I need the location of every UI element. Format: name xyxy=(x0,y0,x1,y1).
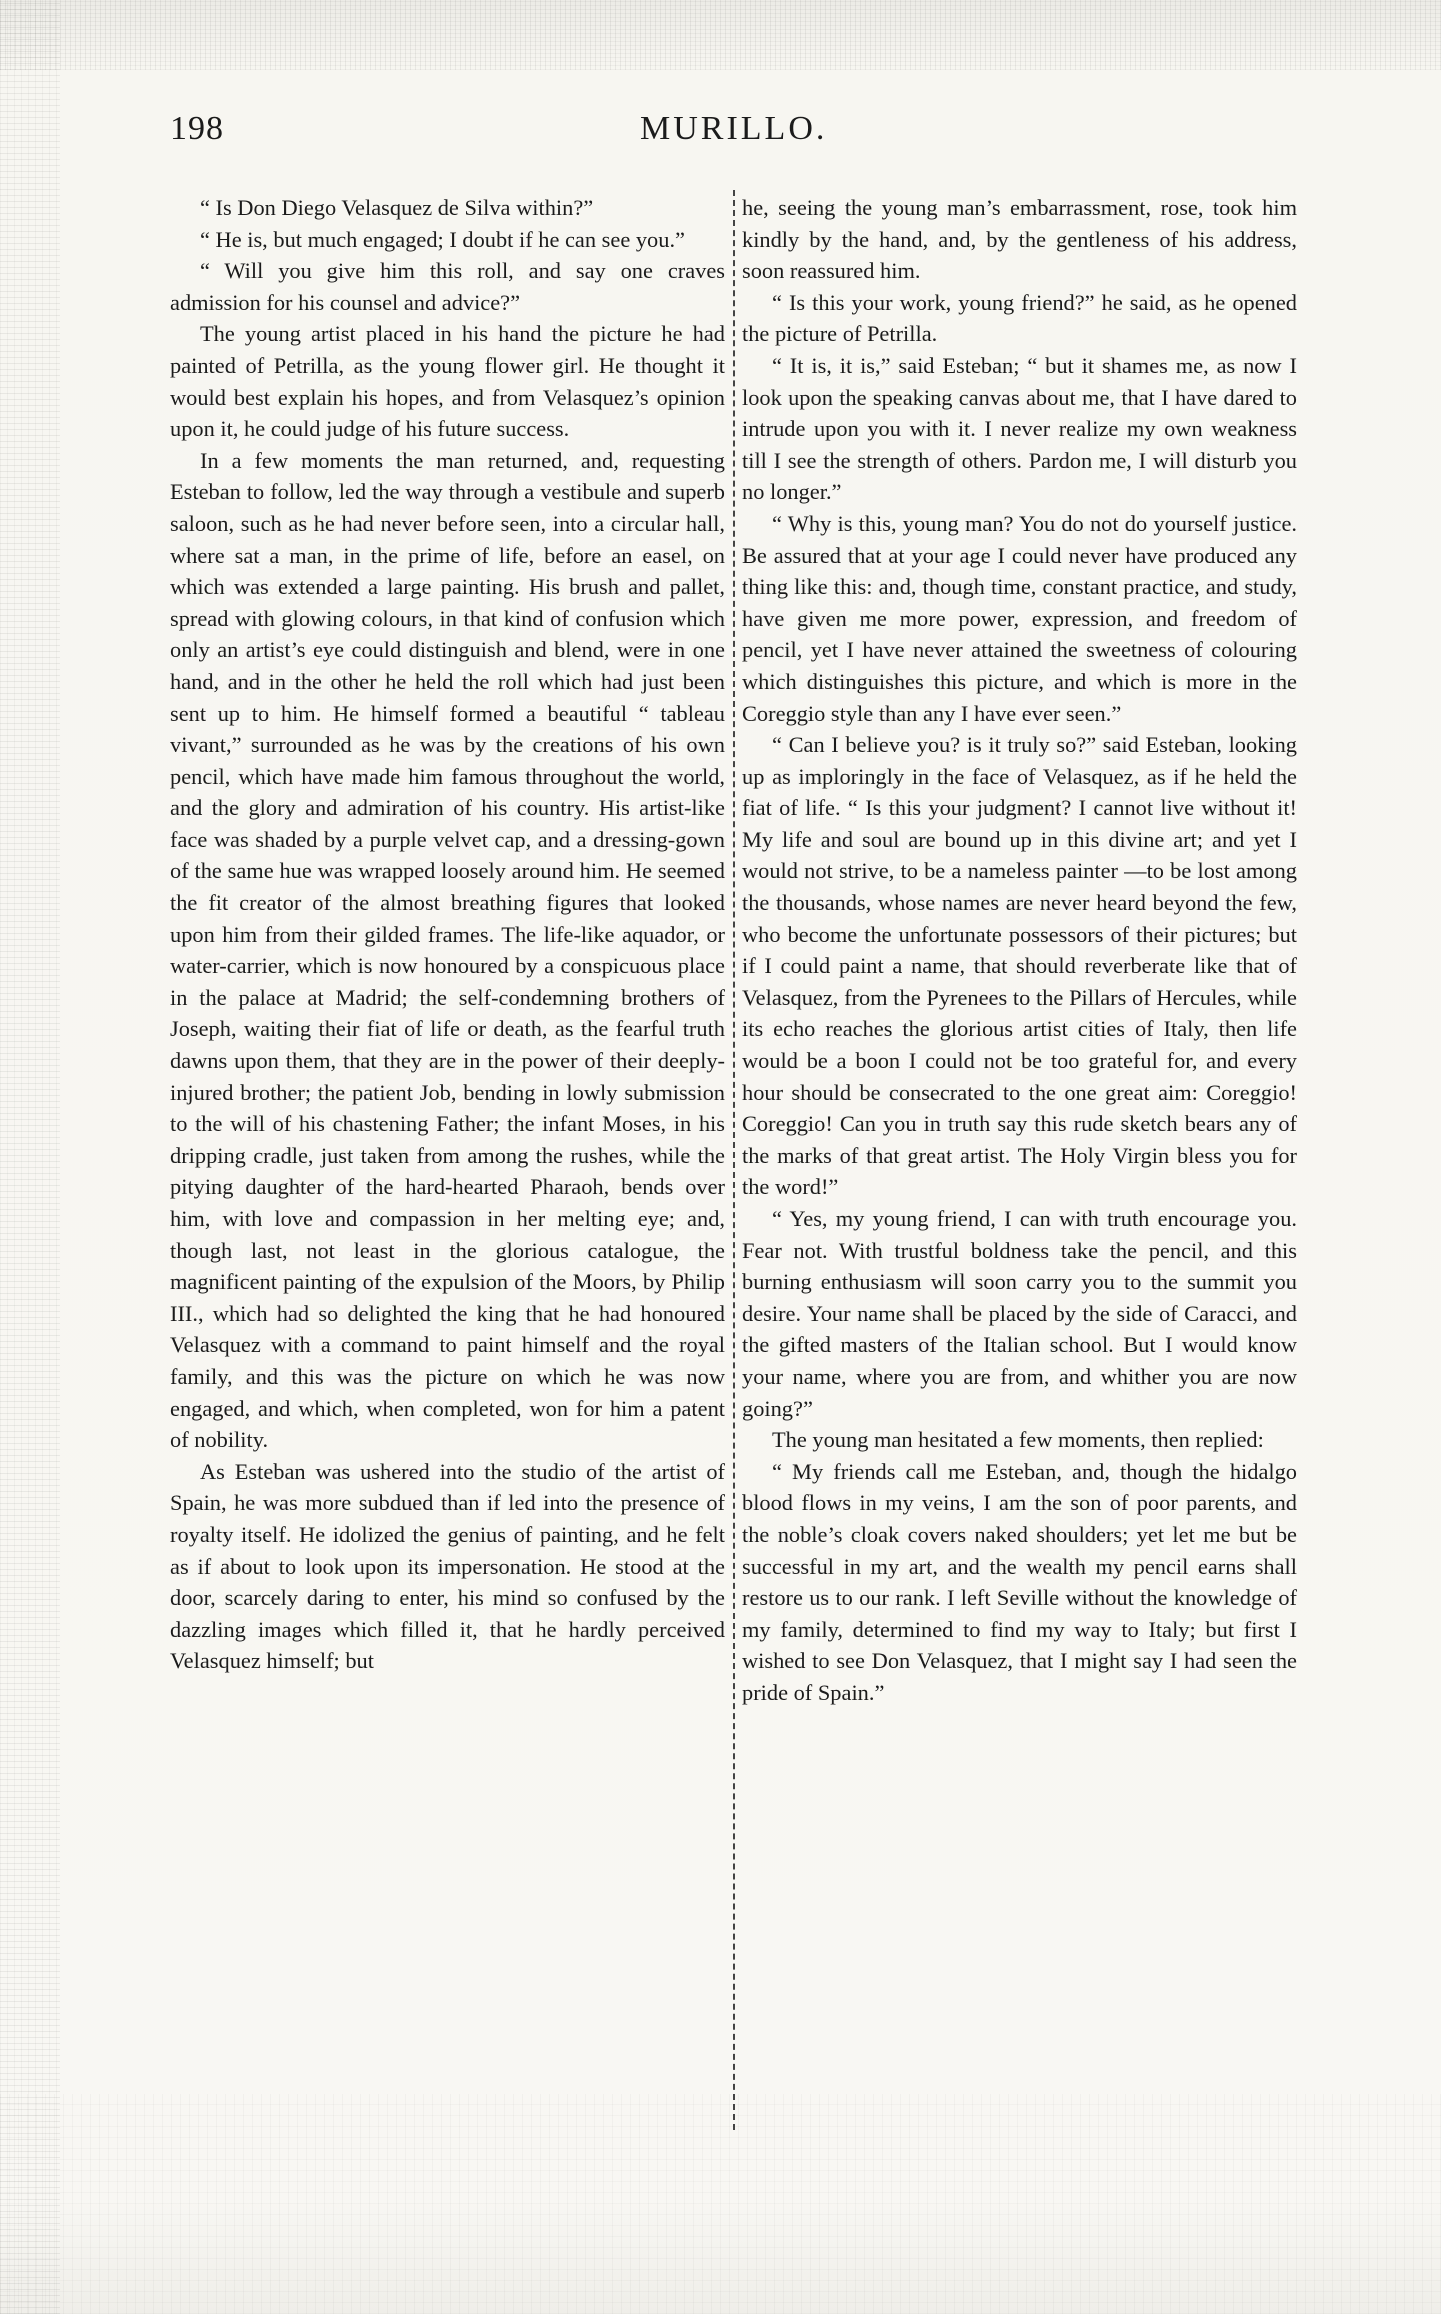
paragraph: “ Is Don Diego Velasquez de Silva within?” xyxy=(200,195,594,220)
paragraph: In a few moments the man returned, and, requesting Esteban to follow, led the way through a vestibule and superb saloon, such as he had never before seen, into a circular hall, where sat a man, in the prime of life, before an easel, on which was extended a large painting. His brush and pallet, spread with glowing colours, in that kind of confusion which only an artist’s eye could distinguish and blend, were in one hand, and in the other he held the roll which had just been sent up to him. He himself formed a beautiful “ tableau vivant,” surrounded as he was by the creations of his own pencil, which have made him famous throughout the world, and the glory and admiration of his country. His artist-like face was shaded by a purple velvet cap, and a dressing-gown of the same hue was wrapped loosely around him. He seemed the fit creator of the almost breathing figures that looked upon him from their gilded frames. The life-like aquador, or water-carrier, which is now honoured by a conspicuous place in the palace at Madrid; the self-condemning brothers of Joseph, waiting their fiat of life or death, as the fearful truth dawns upon them, that they are in the power of their deeply-injured brother; the patient Job, bending in lowly submission to the will of his chastening Father; the infant Moses, in his dripping cradle, just taken from among the rushes, while the pitying daughter of the hard-hearted Pharaoh, bends over him, with love and compassion in her melting eye; and, though last, not least in the glorious catalogue, the magnificent painting of the expulsion of the Moors, by Philip III., which had so delighted the king that he had honoured Velasquez with a command to paint himself and the royal family, and this was the picture on which he was now engaged, and which, when completed, won for him a patent of nobility. xyxy=(170,447,725,1453)
paper-speckle-top xyxy=(0,0,1441,70)
left-column xyxy=(170,192,725,1677)
paragraph-continuation: he, seeing the young man’s embarrassment, rose, took him kindly by the hand, and, by the gentleness of his address, soon reassured him. xyxy=(742,195,1297,284)
paper-speckle-bottom xyxy=(0,2094,1441,2314)
column-divider xyxy=(733,190,735,2130)
right-column xyxy=(742,192,1297,1709)
paragraph: “ Will you give him this roll, and say one craves admission for his counsel and advice?” xyxy=(170,258,725,315)
paragraph: “ Can I believe you? is it truly so?” said Esteban, looking up as imploringly in the face of Velasquez, as if he held the fiat of life. “ Is this your judgment? I cannot live without it! My life and soul are bound up in this divine art; and yet I would not strive, to be a nameless painter —to be lost among the thousands, whose names are never heard beyond the few, who become the unfortunate possessors of their pictures; but if I could paint a name, that should reverberate like that of Velasquez, from the Pyrenees to the Pillars of Hercules, while its echo reaches the glorious artist cities of Italy, then life would be a boon I could not be too grateful for, and every hour should be consecrated to the one great aim: Coreggio! Coreggio! Can you in truth say this rude sketch bears any of the marks of that great artist. The Holy Virgin bless you for the word!” xyxy=(742,732,1297,1200)
paragraph: The young man hesitated a few moments, then replied: xyxy=(772,1427,1264,1453)
paragraph: “ Why is this, young man? You do not do yourself justice. Be assured that at your age I could never have produced any thing like this: and, though time, constant practice, and study, have given me more power, expression, and freedom of pencil, yet I have never attained the sweetness of colouring which distinguishes this picture, and which is more in the Coreggio style than any I have ever seen.” xyxy=(742,510,1297,726)
page-number: 198 xyxy=(170,110,224,147)
paragraph: As Esteban was ushered into the studio of the artist of Spain, he was more subdued than if led into the presence of royalty itself. He idolized the genius of painting, and he felt as if about to look upon its impersonation. He stood at the door, scarcely daring to enter, his mind so confused by the dazzling images which filled it, that he hardly perceived Velasquez himself; but xyxy=(170,1458,725,1674)
paragraph: “ It is, it is,” said Esteban; “ but it shames me, as now I look upon the speaking canvas about me, that I have dared to intrude upon you with it. I never realize my own weakness till I see the strength of others. Pardon me, I will disturb you no longer.” xyxy=(742,352,1297,505)
paper-speckle-left xyxy=(0,0,60,2314)
page-header xyxy=(170,110,1300,160)
paragraph: “ He is, but much engaged; I doubt if he can see you.” xyxy=(200,226,685,252)
paragraph: The young artist placed in his hand the picture he had painted of Petrilla, as the young flower girl. He thought it would best explain his hopes, and from Velasquez’s opinion upon it, he could judge of his future success. xyxy=(170,321,725,442)
running-title: MURILLO. xyxy=(640,110,828,147)
paragraph: “ My friends call me Esteban, and, though the hidalgo blood flows in my veins, I am the son of poor parents, and the noble’s cloak covers naked shoulders; yet let me but be successful in my art, and the wealth my pencil earns shall restore us to our rank. I left Seville without the knowledge of my family, determined to find my way to Italy; but first I wished to see Don Velasquez, that I might say I had seen the pride of Spain.” xyxy=(742,1458,1297,1705)
paragraph: “ Is this your work, young friend?” he said, as he opened the picture of Petrilla. xyxy=(742,289,1297,347)
paragraph: “ Yes, my young friend, I can with truth encourage you. Fear not. With trustful boldness take the pencil, and this burning enthusiasm will soon carry you to the summit you desire. Your name shall be placed by the side of Caracci, and the gifted masters of the Italian school. But I would know your name, where you are from, and whither you are now going?” xyxy=(742,1206,1297,1421)
